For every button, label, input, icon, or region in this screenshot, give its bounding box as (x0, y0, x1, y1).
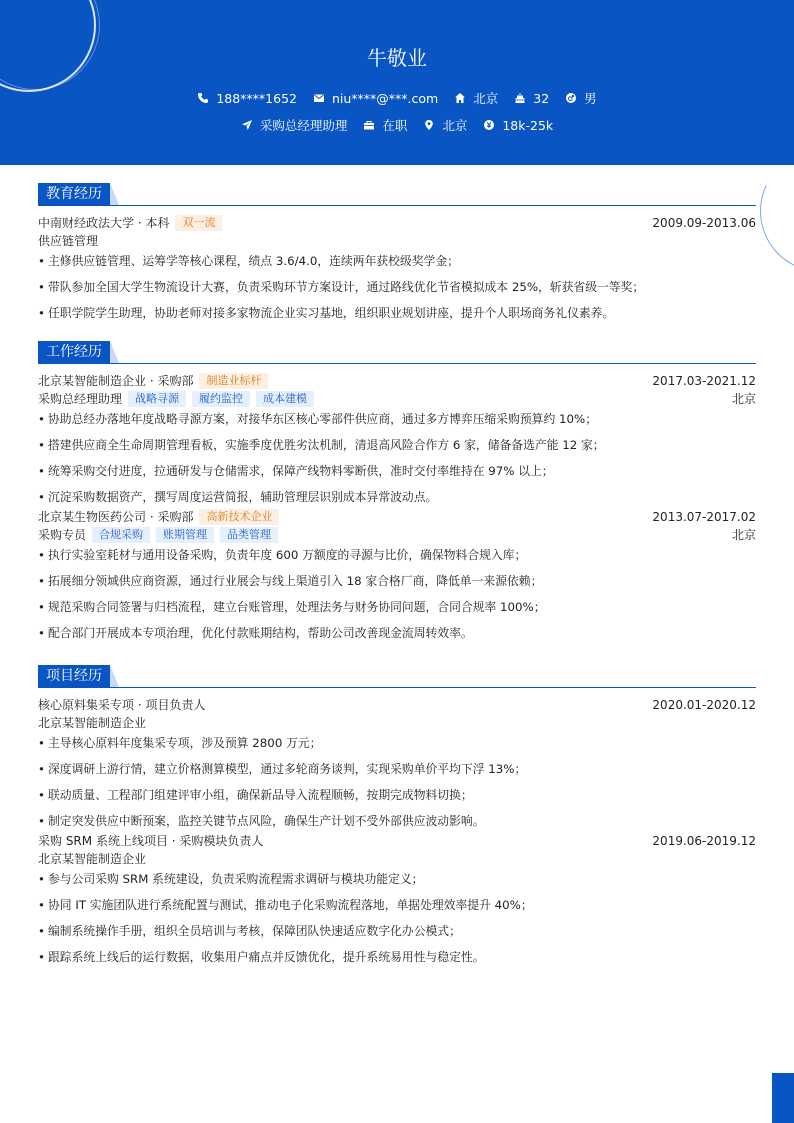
age-text: 32 (533, 90, 550, 106)
decorative-corner-block (772, 1073, 794, 1123)
list-item: • 协同 IT 实施团队进行系统配置与测试，推动电子化采购流程落地，单据处理效率提升 40%； (38, 896, 756, 914)
age-icon (514, 92, 526, 104)
section-header (38, 665, 756, 688)
project-entry-header (38, 832, 756, 850)
education-entry-header (38, 214, 756, 232)
age-item (514, 89, 549, 107)
list-item: • 跟踪系统上线后的运行数据，收集用户痛点并反馈优化，提升系统易用性与稳定性。 (38, 948, 756, 966)
project-entry-header (38, 696, 756, 714)
company-line: 北京某生物医药公司 · 采购部 (38, 510, 194, 524)
work-location: 北京 (731, 392, 756, 406)
work-date: 2017.03-2021.12 (652, 374, 756, 388)
target-city-item (423, 116, 467, 134)
email-icon (313, 92, 325, 104)
work-role-row (38, 526, 756, 544)
section-header (38, 341, 756, 364)
project-org: 北京某智能制造企业 (38, 716, 147, 730)
company-line: 北京某智能制造企业 · 采购部 (38, 374, 194, 388)
list-item: • 搭建供应商全生命周期管理看板，实施季度优胜劣汰机制，清退高风险合作方 6 家，储备备选产能 12 家； (38, 436, 756, 454)
major-text: 供应链管理 (38, 234, 99, 248)
skill-tag: 账期管理 (156, 527, 214, 543)
contact-row (0, 89, 794, 107)
company-tag: 制造业标杆 (199, 373, 268, 389)
list-item: • 编制系统操作手册，组织全员培训与考核，保障团队快速适应数字化办公模式； (38, 922, 756, 940)
school-line: 中南财经政法大学 · 本科 (38, 216, 170, 230)
list-item: • 主导核心原料年度集采专项，涉及预算 2800 万元； (38, 734, 756, 752)
list-item: • 执行实验室耗材与通用设备采购，负责年度 600 万额度的寻源与比价，确保物料合规入库； (38, 546, 756, 564)
work-section (38, 341, 756, 642)
project-date: 2020.01-2020.12 (652, 698, 756, 712)
target-position-item (241, 116, 348, 134)
project-org-row (38, 714, 756, 732)
project-name-line: 核心原料集采专项 · 项目负责人 (38, 698, 206, 712)
send-icon (241, 119, 253, 131)
project-name-line: 采购 SRM 系统上线项目 · 采购模块负责人 (38, 834, 264, 848)
company-tag: 高新技术企业 (199, 509, 279, 525)
hometown-item (454, 89, 498, 107)
location-icon (423, 119, 435, 131)
section-title: 教育经历 (38, 183, 110, 205)
list-item: • 拓展细分领域供应商资源，通过行业展会与线上渠道引入 18 家合格厂商，降低单一来源依赖； (38, 572, 756, 590)
list-item: • 协助总经办落地年度战略寻源方案，对接华东区核心零部件供应商，通过多方博弈压缩采购预算约 10%； (38, 410, 756, 428)
role-text: 采购总经理助理 (38, 392, 123, 406)
list-item: • 制定突发供应中断预案，监控关键节点风险，确保生产计划不受外部供应波动影响。 (38, 812, 756, 830)
project-date: 2019.06-2019.12 (652, 834, 756, 848)
skill-tag: 履约监控 (192, 391, 250, 407)
salary-icon (483, 119, 495, 131)
phone-item (197, 89, 297, 107)
list-item: • 任职学院学生助理，协助老师对接多家物流企业实习基地，组织职业规划讲座，提升个人职场商务礼仪素养。 (38, 304, 756, 322)
list-item: • 沉淀采购数据资产，撰写周度运营简报，辅助管理层识别成本异常波动点。 (38, 488, 756, 506)
projects-section (38, 665, 756, 966)
target-city-text: 北京 (442, 118, 468, 133)
section-header (38, 183, 756, 206)
project-org: 北京某智能制造企业 (38, 852, 147, 866)
candidate-name: 牛敬业 (367, 46, 427, 70)
list-item: • 深度调研上游行情，建立价格测算模型，通过多轮商务谈判，实现采购单价平均下浮 13%； (38, 760, 756, 778)
target-position-text: 采购总经理助理 (259, 118, 348, 133)
list-item: • 规范采购合同签署与归档流程，建立台账管理，处理法务与财务协同问题，合同合规率 100%； (38, 598, 756, 616)
section-title: 项目经历 (38, 665, 110, 687)
list-item: • 联动质量、工程部门组建评审小组，确保新品导入流程顺畅，按期完成物料切换； (38, 786, 756, 804)
resume-header (0, 0, 794, 165)
gender-item (565, 89, 597, 107)
gender-text: 男 (584, 91, 597, 106)
work-role-row (38, 390, 756, 408)
skill-tag: 战略寻源 (128, 391, 186, 407)
section-title: 工作经历 (38, 341, 110, 363)
education-major-row (38, 232, 756, 250)
status-text: 在职 (382, 118, 408, 133)
job-intent-row (0, 116, 794, 134)
salary-text: 18k-25k (502, 117, 554, 133)
education-date: 2009.09-2013.06 (652, 216, 756, 230)
skill-tag: 成本建模 (256, 391, 314, 407)
section-title-tail (110, 341, 119, 363)
list-item: • 主修供应链管理、运筹学等核心课程，绩点 3.6/4.0，连续两年获校级奖学金； (38, 252, 756, 270)
phone-text: 188****1652 (216, 90, 297, 106)
work-entry-header (38, 508, 756, 526)
email-item (313, 89, 438, 107)
skill-tag: 品类管理 (220, 527, 278, 543)
phone-icon (197, 92, 209, 104)
salary-item (483, 116, 553, 134)
email-text: niu****@***.com (331, 90, 439, 106)
role-text: 采购专员 (38, 528, 87, 542)
home-icon (454, 92, 466, 104)
briefcase-icon (363, 119, 375, 131)
work-date: 2013.07-2017.02 (652, 510, 756, 524)
section-title-tail (110, 665, 119, 687)
work-entry-header (38, 372, 756, 390)
status-item (363, 116, 407, 134)
work-location: 北京 (731, 528, 756, 542)
hometown-text: 北京 (473, 91, 499, 106)
list-item: • 统筹采购交付进度，拉通研发与仓储需求，保障产线物料零断供，准时交付率维持在 97% 以上； (38, 462, 756, 480)
school-tag: 双一流 (175, 215, 222, 231)
section-title-tail (110, 183, 119, 205)
education-section (38, 183, 756, 322)
list-item: • 配合部门开展成本专项治理，优化付款账期结构，帮助公司改善现金流周转效率。 (38, 624, 756, 642)
project-org-row (38, 850, 756, 868)
list-item: • 带队参加全国大学生物流设计大赛，负责采购环节方案设计，通过路线优化节省模拟成本 25%，斩获省级一等奖； (38, 278, 756, 296)
gender-icon (565, 92, 577, 104)
list-item: • 参与公司采购 SRM 系统建设，负责采购流程需求调研与模块功能定义； (38, 870, 756, 888)
skill-tag: 合规采购 (92, 527, 150, 543)
